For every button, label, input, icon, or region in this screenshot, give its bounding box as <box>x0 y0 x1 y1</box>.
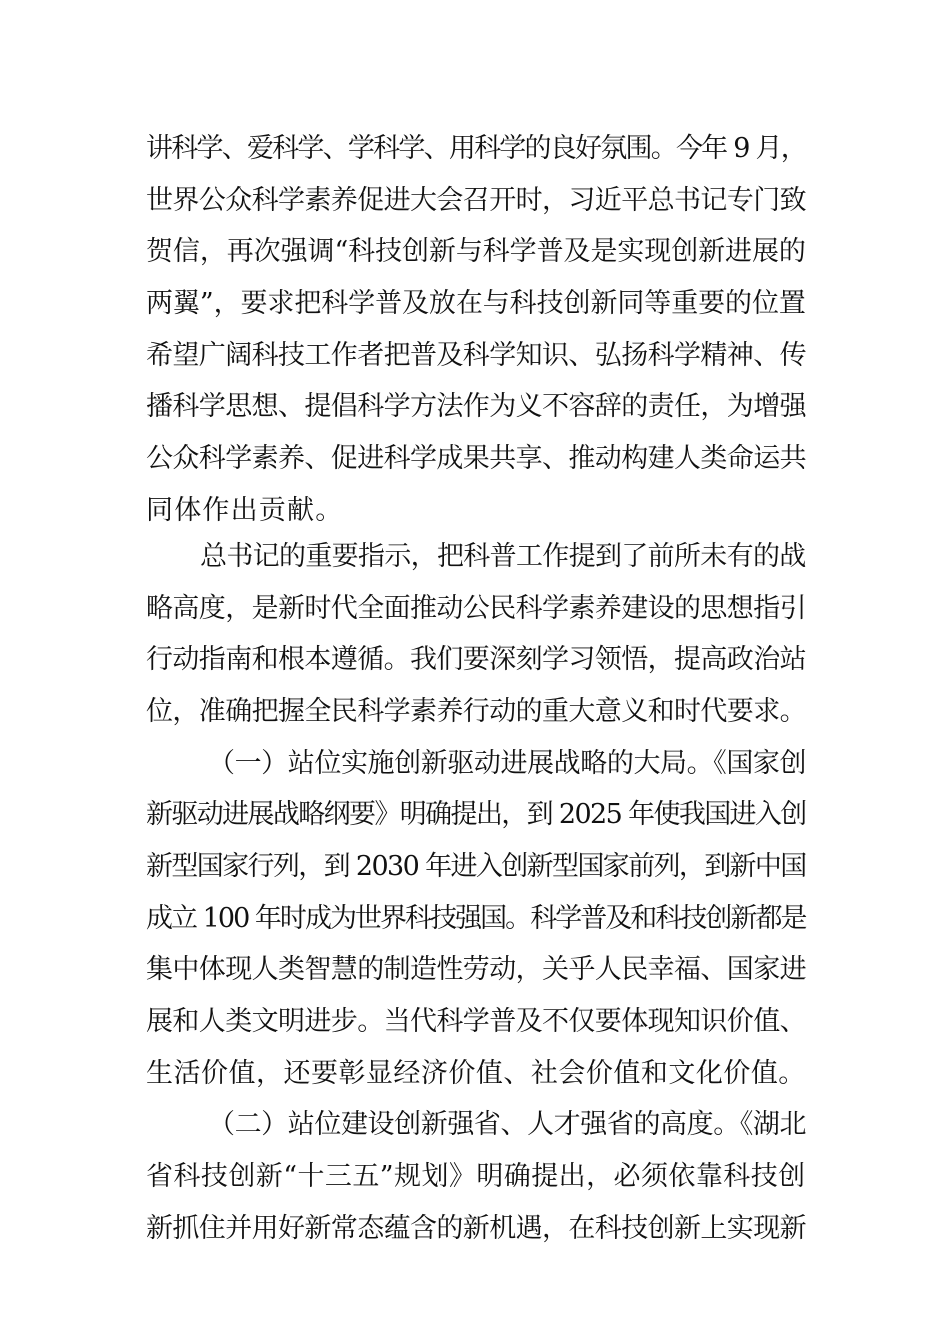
text-line: 生活价值，还要彰显经济价值、社会价值和文化价值。 <box>146 1058 806 1089</box>
text-line: 播科学思想、提倡科学方法作为义不容辞的责任，为增强 <box>146 391 806 422</box>
text-line: 新抓住并用好新常态蕴含的新机遇，在科技创新上实现新 <box>146 1213 806 1244</box>
text-line: 公众科学素养、促进科学成果共享、推动构建人类命运共 <box>146 443 806 474</box>
text-line: 讲科学、爱科学、学科学、用科学的良好氛围。今年 9 月， <box>146 133 806 164</box>
text-line: 两翼”，要求把科学普及放在与科技创新同等重要的位置 <box>146 288 806 319</box>
text-line: 希望广阔科技工作者把普及科学知识、弘扬科学精神、传 <box>146 340 806 371</box>
text-line: 集中体现人类智慧的制造性劳动，关乎人民幸福、国家进 <box>146 954 806 985</box>
text-line: 新驱动进展战略纲要》明确提出，到 2025 年使我国进入创 <box>146 799 806 830</box>
text-line: 省科技创新“十三五”规划》明确提出，必须依靠科技创 <box>146 1161 806 1192</box>
text-line: 展和人类文明进步。当代科学普及不仅要体现知识价值、 <box>146 1006 806 1037</box>
text-line: 成立 100 年时成为世界科技强国。科学普及和科技创新都是 <box>146 903 806 934</box>
section-heading-line: （一）站位实施创新驱动进展战略的大局。《国家创 <box>208 748 807 779</box>
text-line: 同体作出贡献。 <box>146 495 344 526</box>
section-heading-line: （二）站位建设创新强省、人才强省的高度。《湖北 <box>208 1109 807 1140</box>
paragraph-first-line: 总书记的重要指示，把科普工作提到了前所未有的战 <box>200 541 806 572</box>
text-line: 贺信，再次强调“科技创新与科学普及是实现创新进展的 <box>146 236 806 267</box>
text-line: 略高度，是新时代全面推动公民科学素养建设的思想指引 <box>146 593 806 624</box>
text-line: 行动指南和根本遵循。我们要深刻学习领悟，提高政治站 <box>146 644 806 675</box>
text-line: 位，准确把握全民科学素养行动的重大意义和时代要求。 <box>146 696 806 727</box>
text-line: 新型国家行列，到 2030 年进入创新型国家前列，到新中国 <box>146 851 806 882</box>
text-line: 世界公众科学素养促进大会召开时，习近平总书记专门致 <box>146 185 806 216</box>
